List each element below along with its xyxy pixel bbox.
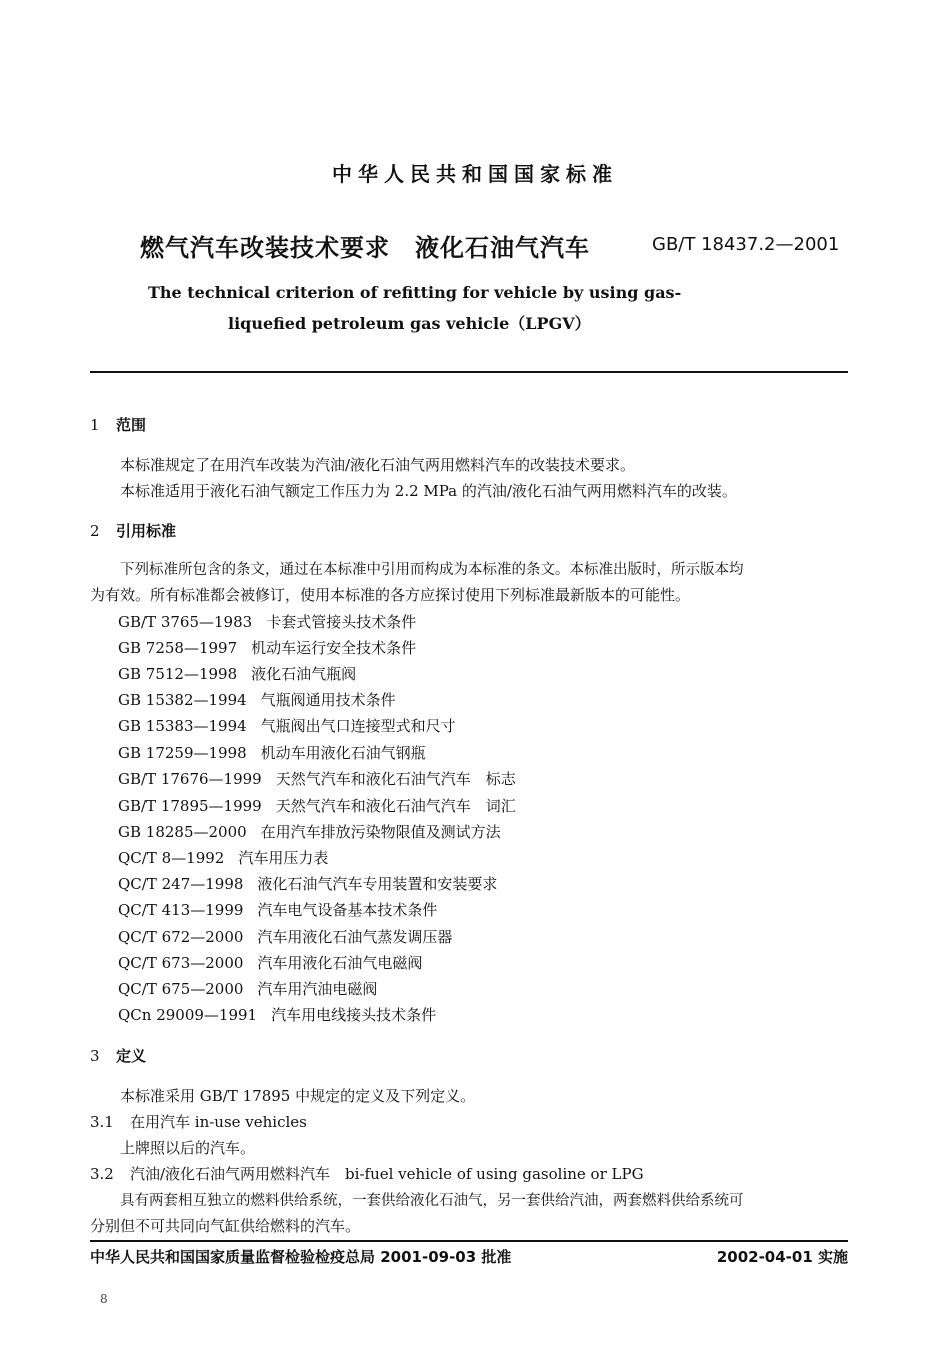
definition-3-2-text-line2: 分别但不可共同向气缸供给燃料的汽车。 bbox=[90, 1217, 361, 1235]
section-number: 3 bbox=[90, 1047, 100, 1065]
reference-item: GB 7258—1997 机动车运行安全技术条件 bbox=[118, 639, 417, 657]
definition-3-1-text: 上牌照以后的汽车。 bbox=[120, 1139, 256, 1157]
section-1-heading bbox=[90, 414, 146, 435]
section-title: 范围 bbox=[116, 416, 147, 434]
section-title: 引用标准 bbox=[116, 522, 177, 540]
reference-item: QC/T 675—2000 汽车用汽油电磁阀 bbox=[118, 980, 378, 998]
reference-item: QC/T 672—2000 汽车用液化石油气蒸发调压器 bbox=[118, 928, 453, 946]
reference-item: GB 15382—1994 气瓶阀通用技术条件 bbox=[118, 691, 396, 709]
title-divider bbox=[90, 371, 848, 373]
clause-number: 3.2 bbox=[90, 1165, 114, 1183]
section-2-paragraph-line1: 下列标准所包含的条文，通过在本标准中引用而构成为本标准的条文。本标准出版时，所示版本均 bbox=[120, 562, 744, 578]
section-2-heading bbox=[90, 520, 176, 541]
clause-number: 3.1 bbox=[90, 1113, 114, 1131]
reference-item: GB 15383—1994 气瓶阀出气口连接型式和尺寸 bbox=[118, 717, 456, 735]
reference-item: QC/T 673—2000 汽车用液化石油气电磁阀 bbox=[118, 954, 423, 972]
section-3-heading bbox=[90, 1045, 146, 1066]
definition-3-2-text-line1: 具有两套相互独立的燃料供给系统，一套供给液化石油气，另一套供给汽油，两套燃料供给系统可 bbox=[120, 1193, 744, 1209]
reference-item: QC/T 247—1998 液化石油气汽车专用装置和安装要求 bbox=[118, 875, 498, 893]
section-title: 定义 bbox=[116, 1047, 147, 1065]
implementation-date: 2002-04-01 实施 bbox=[716, 1248, 848, 1266]
section-3-paragraph: 本标准采用 GB/T 17895 中规定的定义及下列定义。 bbox=[120, 1087, 476, 1105]
definition-3-1-term: 3.1 在用汽车 in-use vehicles bbox=[90, 1113, 307, 1131]
reference-item: QC/T 413—1999 汽车电气设备基本技术条件 bbox=[118, 901, 438, 919]
document-title-en-line2: liquefied petroleum gas vehicle（LPGV） bbox=[228, 314, 591, 333]
section-number: 2 bbox=[90, 522, 100, 540]
definition-3-2-term: 3.2 汽油/液化石油气两用燃料汽车 bi-fuel vehicle of using gasoline or LPG bbox=[90, 1165, 644, 1183]
reference-item: QCn 29009—1991 汽车用电线接头技术条件 bbox=[118, 1006, 437, 1024]
document-title-cn: 燃气汽车改装技术要求 液化石油气汽车 bbox=[140, 234, 590, 262]
reference-item: GB/T 17895—1999 天然气汽车和液化石油气汽车 词汇 bbox=[118, 797, 516, 815]
section-1-paragraph-2: 本标准适用于液化石油气额定工作压力为 2.2 MPa 的汽油/液化石油气两用燃料汽车的改装。 bbox=[120, 482, 737, 500]
footer-divider bbox=[90, 1240, 848, 1242]
page-number: 8 bbox=[100, 1292, 108, 1306]
reference-item: QC/T 8—1992 汽车用压力表 bbox=[118, 849, 329, 867]
section-1-paragraph-1: 本标准规定了在用汽车改装为汽油/液化石油气两用燃料汽车的改装技术要求。 bbox=[120, 456, 636, 474]
document-title-en-line1: The technical criterion of refitting for vehicle by using gas- bbox=[148, 283, 682, 302]
standard-number: GB/T 18437.2—2001 bbox=[652, 234, 840, 255]
standard-header: 中华人民共和国国家标准 bbox=[332, 162, 618, 186]
approval-line: 中华人民共和国国家质量监督检验检疫总局 2001-09-03 批准 bbox=[90, 1248, 512, 1266]
reference-item: GB 18285—2000 在用汽车排放污染物限值及测试方法 bbox=[118, 823, 501, 841]
reference-item: GB 7512—1998 液化石油气瓶阀 bbox=[118, 665, 357, 683]
section-number: 1 bbox=[90, 416, 100, 434]
reference-item: GB 17259—1998 机动车用液化石油气钢瓶 bbox=[118, 744, 426, 762]
section-2-paragraph-line2: 为有效。所有标准都会被修订，使用本标准的各方应探讨使用下列标准最新版本的可能性。 bbox=[90, 586, 691, 604]
reference-item: GB/T 17676—1999 天然气汽车和液化石油气汽车 标志 bbox=[118, 770, 516, 788]
reference-item: GB/T 3765—1983 卡套式管接头技术条件 bbox=[118, 613, 417, 631]
